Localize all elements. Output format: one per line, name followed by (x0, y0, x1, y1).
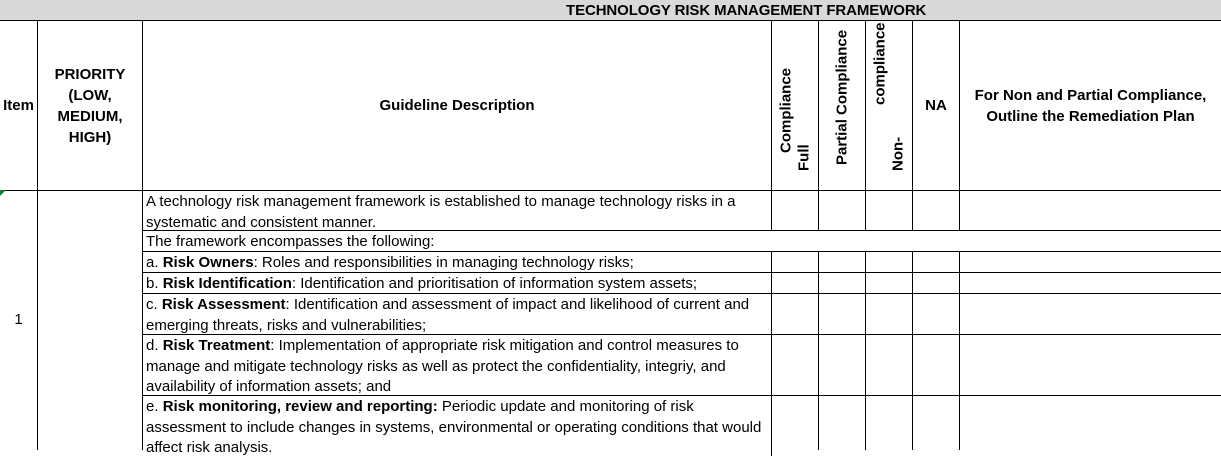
partial-compliance-cell[interactable] (819, 294, 866, 335)
full-compliance-label-1: Compliance (777, 67, 795, 153)
header-non-compliance[interactable] (866, 21, 913, 191)
partial-compliance-cell[interactable] (819, 396, 866, 450)
priority-cell[interactable] (38, 191, 143, 450)
non-compliance-cell[interactable] (866, 294, 913, 335)
partial-compliance-cell[interactable] (819, 335, 866, 396)
na-cell[interactable] (913, 191, 960, 231)
non-compliance-cell[interactable] (866, 252, 913, 273)
guideline-row[interactable]: A technology risk management framework is established to manage technology risks in a systematic and consistent manner. (143, 191, 772, 231)
na-cell[interactable] (913, 294, 960, 335)
full-compliance-cell[interactable] (772, 294, 819, 335)
partial-compliance-cell[interactable] (819, 191, 866, 231)
partial-compliance-label: Partial Compliance (833, 29, 851, 165)
remediation-cell[interactable] (960, 294, 1221, 335)
item-number: 1 (14, 311, 23, 329)
remediation-cell[interactable] (960, 335, 1221, 396)
remediation-cell[interactable] (960, 252, 1221, 273)
full-compliance-cell[interactable] (772, 335, 819, 396)
guideline-row[interactable]: The framework encompasses the following: (143, 231, 1221, 252)
remediation-cell[interactable] (960, 273, 1221, 294)
non-compliance-cell[interactable] (866, 396, 913, 450)
full-compliance-cell[interactable] (772, 191, 819, 231)
guideline-row[interactable]: a. Risk Owners: Roles and responsibilities in managing technology risks; (143, 252, 772, 273)
title-banner (0, 0, 1221, 21)
full-compliance-cell[interactable] (772, 273, 819, 294)
partial-compliance-cell[interactable] (819, 273, 866, 294)
non-compliance-label-1: compliance (871, 22, 889, 105)
full-compliance-cell[interactable] (772, 396, 819, 450)
full-compliance-label-2: Full (795, 144, 813, 171)
header-remediation-plan[interactable]: For Non and Partial Compliance, Outline the Remediation Plan (960, 21, 1221, 191)
header-guideline-description[interactable]: Guideline Description (143, 21, 772, 191)
item-number-cell[interactable] (0, 191, 38, 450)
na-cell[interactable] (913, 273, 960, 294)
non-compliance-cell[interactable] (866, 335, 913, 396)
non-compliance-cell[interactable] (866, 191, 913, 231)
non-compliance-label-2: Non- (889, 136, 907, 171)
guideline-row[interactable]: c. Risk Assessment: Identification and assessment of impact and likelihood of current and emerging threats, risks and vulnerabilities; (143, 294, 772, 335)
guideline-row[interactable]: d. Risk Treatment: Implementation of appropriate risk mitigation and control measures to manage and mitigate technology risks as well as protect the confidentiality, integriy, and availability of information assets; and (143, 335, 772, 396)
guideline-row[interactable]: b. Risk Identification: Identification and prioritisation of information system assets; (143, 273, 772, 294)
guideline-row[interactable]: e. Risk monitoring, review and reporting: Periodic update and monitoring of risk assessment to include changes in systems, environmental or operating conditions that would affect risk analysis. (143, 396, 772, 456)
remediation-cell[interactable] (960, 191, 1221, 231)
na-cell[interactable] (913, 396, 960, 450)
na-cell[interactable] (913, 252, 960, 273)
header-priority[interactable]: PRIORITY (LOW, MEDIUM, HIGH) (38, 21, 143, 191)
framework-title: TECHNOLOGY RISK MANAGEMENT FRAMEWORK (566, 2, 927, 19)
header-full-compliance[interactable] (772, 21, 819, 191)
header-item[interactable]: Item (0, 21, 38, 191)
header-partial-compliance[interactable] (819, 21, 866, 191)
non-compliance-cell[interactable] (866, 273, 913, 294)
partial-compliance-cell[interactable] (819, 252, 866, 273)
remediation-cell[interactable] (960, 396, 1221, 450)
na-cell[interactable] (913, 335, 960, 396)
header-na[interactable]: NA (913, 21, 960, 191)
full-compliance-cell[interactable] (772, 252, 819, 273)
